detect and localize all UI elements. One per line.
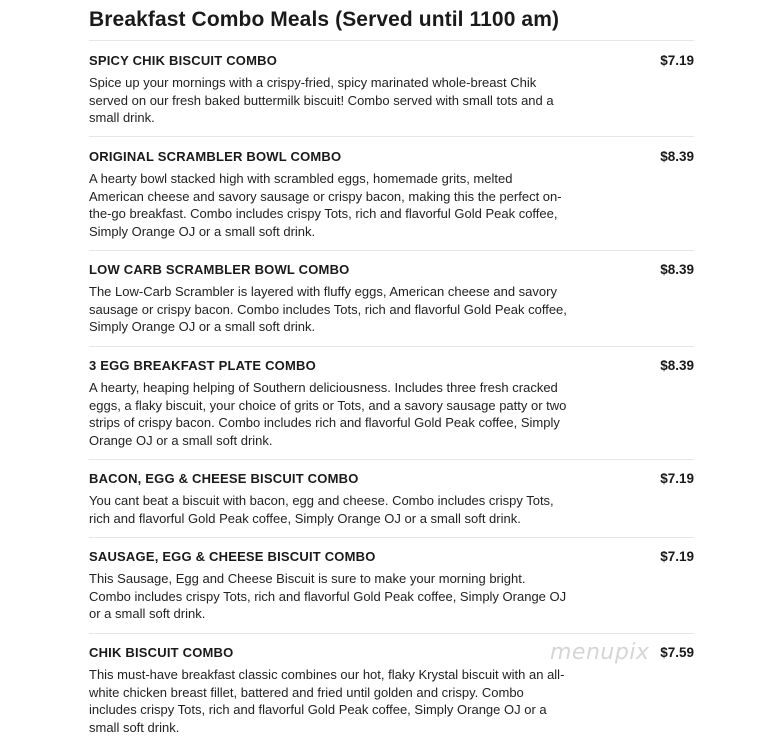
item-name: BACON, EGG & CHEESE BISCUIT COMBO [89, 471, 359, 486]
item-name: SAUSAGE, EGG & CHEESE BISCUIT COMBO [89, 549, 376, 564]
item-name: CHIK BISCUIT COMBO [89, 645, 234, 660]
watermark-logo: menupix [550, 640, 650, 665]
divider [89, 40, 694, 41]
item-price: $8.39 [660, 358, 694, 373]
item-description: A hearty, heaping helping of Southern deliciousness. Includes three fresh cracked eggs, a flaky biscuit, your choice of grits or Tots, and a savory sausage patty or two strips of crispy bacon. Combo includes rich and flavorful Gold Peak coffee, Simply Orange OJ or a small soft drink. [89, 380, 567, 448]
item-price: $7.19 [660, 471, 694, 486]
item-description: The Low-Carb Scrambler is layered with fluffy eggs, American cheese and savory sausage or crispy bacon. Combo includes Tots, rich and flavorful Gold Peak coffee, Simply Orange OJ or a small soft drink. [89, 284, 567, 334]
item-name: ORIGINAL SCRAMBLER BOWL COMBO [89, 149, 342, 164]
divider [89, 537, 694, 538]
divider [89, 633, 694, 634]
divider [89, 459, 694, 460]
item-price: $7.59 [660, 645, 694, 660]
item-price: $8.39 [660, 262, 694, 277]
item-description: You cant beat a biscuit with bacon, egg and cheese. Combo includes crispy Tots, rich and flavorful Gold Peak coffee, Simply Orange OJ or a small soft drink. [89, 493, 554, 526]
item-description: This must-have breakfast classic combines our hot, flaky Krystal biscuit with an all-white chicken breast fillet, battered and fried until golden and crispy. Combo includes crispy Tots, rich and flavorful Gold Peak coffee, Simply Orange OJ or a small soft drink. [89, 667, 565, 735]
item-price: $7.19 [660, 549, 694, 564]
item-name: LOW CARB SCRAMBLER BOWL COMBO [89, 262, 350, 277]
item-price: $8.39 [660, 149, 694, 164]
page-title: Breakfast Combo Meals (Served until 1100 am) [89, 8, 560, 31]
item-description: A hearty bowl stacked high with scrambled eggs, homemade grits, melted American cheese and savory sausage or crispy bacon, making this the perfect on-the-go breakfast. Combo includes crispy Tots, rich and flavorful Gold Peak coffee, Simply Orange OJ or a small soft drink. [89, 171, 562, 239]
divider [89, 250, 694, 251]
divider [89, 346, 694, 347]
divider [89, 136, 694, 137]
item-description: This Sausage, Egg and Cheese Biscuit is sure to make your morning bright. Combo includes crispy Tots, rich and flavorful Gold Peak coffee, Simply Orange OJ or a small soft drink. [89, 571, 567, 621]
item-description: Spice up your mornings with a crispy-fried, spicy marinated whole-breast Chik served on our fresh baked buttermilk biscuit! Combo served with small tots and a small drink. [89, 75, 554, 125]
item-name: 3 EGG BREAKFAST PLATE COMBO [89, 358, 316, 373]
item-price: $7.19 [660, 53, 694, 68]
item-name: SPICY CHIK BISCUIT COMBO [89, 53, 278, 68]
